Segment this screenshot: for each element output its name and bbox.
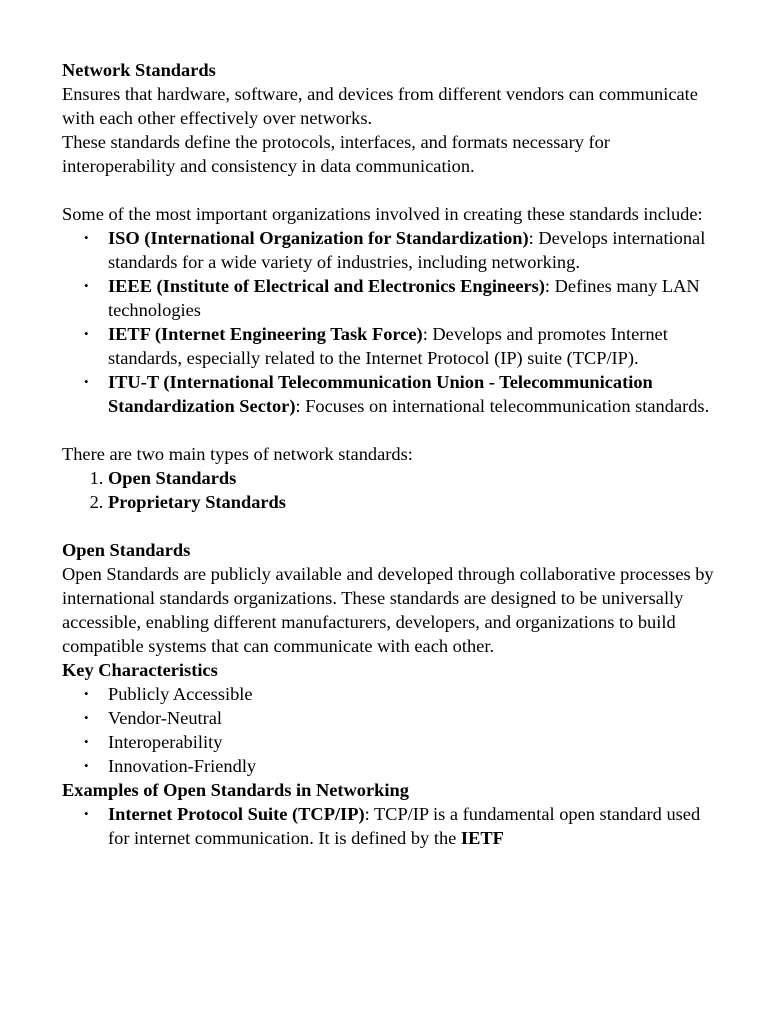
- section-title-open-standards: Open Standards: [62, 540, 191, 560]
- list-item-tcp-ip: • Internet Protocol Suite (TCP/IP): TCP/IP is a fundamental open standard used for internet communication. It is defined by the IETF: [108, 802, 722, 850]
- intro-paragraph-1: Ensures that hardware, software, and devices from different vendors can communicate with each other effectively over networks.: [62, 84, 698, 128]
- list-item-ieee: • IEEE (Institute of Electrical and Electronics Engineers): Defines many LAN technologies: [108, 274, 722, 322]
- spacer: [62, 418, 722, 442]
- list-item-proprietary-standards: 2. Proprietary Standards: [108, 490, 722, 514]
- key-characteristics-heading: Key Characteristics: [62, 660, 218, 680]
- list-item-itu-t: • ITU-T (International Telecommunication Union - Telecommunication Standardization Sector): Focuses on international telecommunication standards.: [108, 370, 722, 418]
- list-item-iso: • ISO (International Organization for Standardization): Develops international standards for a wide variety of industries, including networking.: [108, 226, 722, 274]
- spacer: [62, 514, 722, 538]
- list-item: • Interoperability: [108, 730, 722, 754]
- document-page: [62, 58, 722, 850]
- list-item-ietf: • IETF (Internet Engineering Task Force): Develops and promotes Internet standards, especially related to the Internet Protocol (IP) suite (TCP/IP).: [108, 322, 722, 370]
- open-standards-paragraph: Open Standards are publicly available and developed through collaborative processes by international standards organizations. These standards are designed to be universally accessible, enabling different manufacturers, developers, and organizations to build compatible systems that can communicate with each other.: [62, 564, 714, 656]
- spacer: [62, 178, 722, 202]
- examples-list: [62, 802, 722, 850]
- list-item-open-standards: 1. Open Standards: [108, 466, 722, 490]
- list-item: • Vendor-Neutral: [108, 706, 722, 730]
- list-item: • Publicly Accessible: [108, 682, 722, 706]
- types-lead: There are two main types of network standards:: [62, 444, 413, 464]
- list-item: • Innovation-Friendly: [108, 754, 722, 778]
- types-list: [62, 466, 722, 514]
- key-characteristics-list: [62, 682, 722, 778]
- intro-paragraph-2: These standards define the protocols, interfaces, and formats necessary for interoperability and consistency in data communication.: [62, 132, 610, 176]
- examples-heading: Examples of Open Standards in Networking: [62, 780, 409, 800]
- organizations-list: [62, 226, 722, 418]
- section-title-network-standards: Network Standards: [62, 60, 216, 80]
- organizations-lead: Some of the most important organizations involved in creating these standards include:: [62, 204, 703, 224]
